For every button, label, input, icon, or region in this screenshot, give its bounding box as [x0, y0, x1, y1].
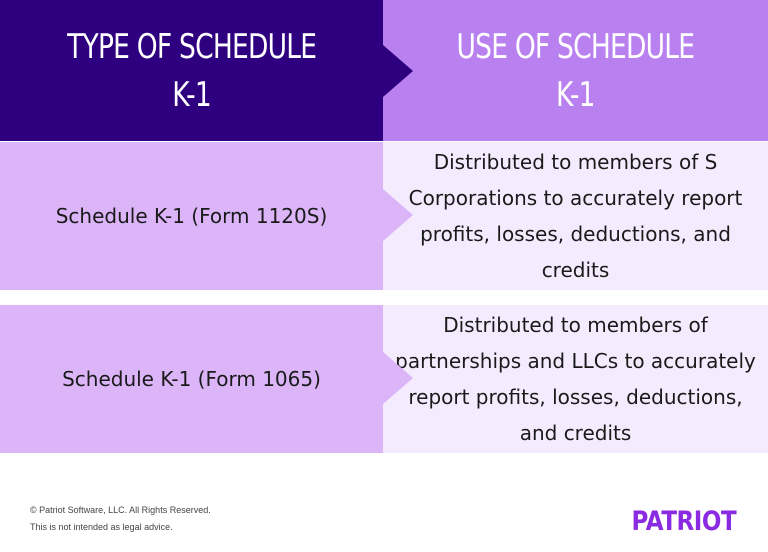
header-type-title [67, 23, 316, 119]
row-2-type-cell [0, 305, 383, 453]
header-arrow-icon [383, 45, 413, 97]
row-2-use: Distributed to members of partnerships and LLCs to accurately report profits, losses, deductions, and credits [395, 313, 756, 445]
row-2-arrow-icon [383, 352, 413, 404]
header-type-line2: K-1 [172, 74, 211, 115]
header-type-line1: TYPE OF SCHEDULE [66, 26, 317, 67]
header-use-line1: USE OF SCHEDULE [456, 26, 695, 67]
row-1-use: Distributed to members of S Corporations to accurately report profits, losses, deductions, and credits [408, 150, 743, 282]
copyright-text: © Patriot Software, LLC. All Rights Reserved. [30, 505, 211, 515]
row-1-type-cell [0, 142, 383, 290]
header-use-line2: K-1 [556, 74, 595, 115]
header-use-title [457, 23, 695, 119]
patriot-logo: PATRIOT [631, 506, 736, 537]
row-2-use-cell [383, 305, 768, 453]
header-use-column [383, 0, 768, 141]
row-1-arrow-icon [383, 189, 413, 241]
header-type-column [0, 0, 383, 141]
row-1-type: Schedule K-1 (Form 1120S) [55, 204, 328, 228]
disclaimer-text: This is not intended as legal advice. [30, 522, 173, 532]
row-1-use-cell [383, 142, 768, 290]
row-2-type: Schedule K-1 (Form 1065) [62, 367, 321, 391]
